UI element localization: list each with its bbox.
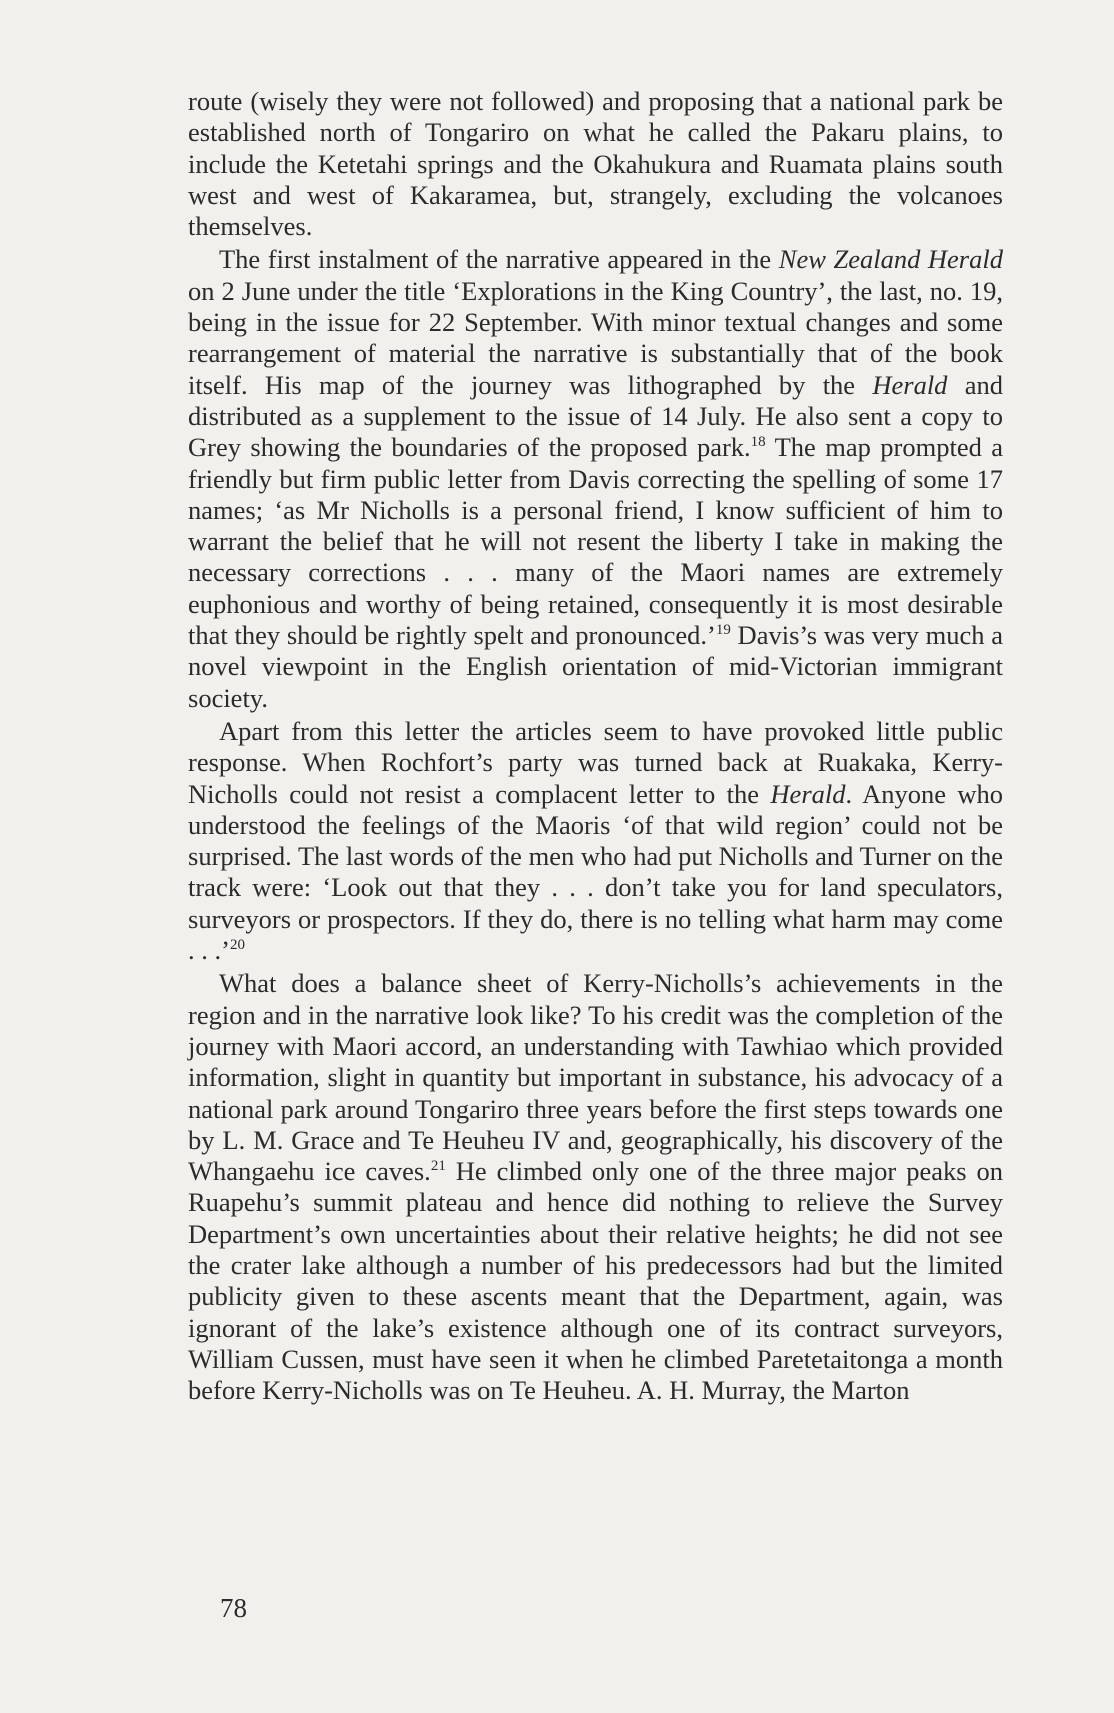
page-number: 78 [220,1593,247,1623]
footnote-reference: 21 [430,1158,446,1175]
text-run: route (wisely they were not followed) and proposing that a national park be established north of Tongariro on what he called the Pakaru plains, to include the Ketetahi springs and the Okahukura and Ruamata plains south west and west of Kakaramea, but, strangely, excluding the volcanoes themselves. [188,86,1003,242]
paragraph [188,86,1003,242]
text-run: . Anyone who understood the feelings of the Maoris ‘of that wild region’ could not be surprised. The last words of the men who had put Nicholls and Turner on the track were: ‘Look out that they . . . don’t take you for land speculators, surveyors or prospectors. If they do, there is no telling what harm may come . . .’ [188,778,1004,966]
italic-text: New Zealand Herald [778,244,1003,275]
text-run: The first instalment of the narrative appeared in the [219,244,779,275]
paragraph [188,968,1003,1406]
text-run: He climbed only one of the three major peaks on Ruapehu’s summit plateau and hence did nothing to relieve the Survey Department’s own uncertainties about their relative heights; he did not see the crater lake although a number of his predecessors had but the limited publicity given to these ascents meant that the Department, again, was ignorant of the lake’s existence although one of its contract surveyors, William Cussen, must have seen it when he climbed Paretetaitonga a month before Kerry-Nicholls was on Te Heuheu. A. H. Murray, the Marton [188,1156,1003,1406]
text-run: What does a balance sheet of Kerry-Nicholls’s achievements in the region and in the narrative look like? To his credit was the completion of the journey with Maori accord, an understanding with Tawhiao which provided information, slight in quantity but important in substance, his advocacy of a national park around Tongariro three years before the first steps towards one by L. M. Grace and Te Heuheu IV and, geographically, his discovery of the Whangaehu ice caves. [188,968,1003,1187]
text-run: on 2 June under the title ‘Explorations in the King Country’, the last, no. 19, being in the issue for 22 September. With minor textual changes and some rearrangement of material the narrative is substantially that of the book itself. His map of the journey was lithographed by the [188,275,1003,400]
text-run: and distributed as a supplement to the issue of 14 July. He also sent a copy to Grey showing the boundaries of the proposed park. [188,369,1003,463]
paragraph [188,716,1003,966]
footnote-reference: 19 [715,622,731,639]
italic-text: Herald [770,778,846,809]
body-text [188,86,1003,1406]
paragraph [188,244,1003,713]
text-run: The map prompted a friendly but firm public letter from Davis correcting the spelling of some 17 names; ‘as Mr Nicholls is a personal friend, I know sufficient of him to warrant the belief that he will not resent the liberty I take in making the necessary corrections . . . many of the Maori names are extremely euphonious and worthy of being retained, consequently it is most desirable that they should be rightly spelt and pronounced.’ [188,432,1004,651]
italic-text: Herald [872,369,948,400]
footnote-reference: 18 [750,434,766,451]
text-run: Davis’s was very much a novel viewpoint in the English orientation of mid-Victorian immigrant society. [188,620,1003,713]
text-run: Apart from this letter the articles seem to have provoked little public response. When Rochfort’s party was turned back at Ruakaka, Kerry-Nicholls could not resist a complacent letter to the [188,715,1003,809]
footnote-reference: 20 [229,937,245,954]
